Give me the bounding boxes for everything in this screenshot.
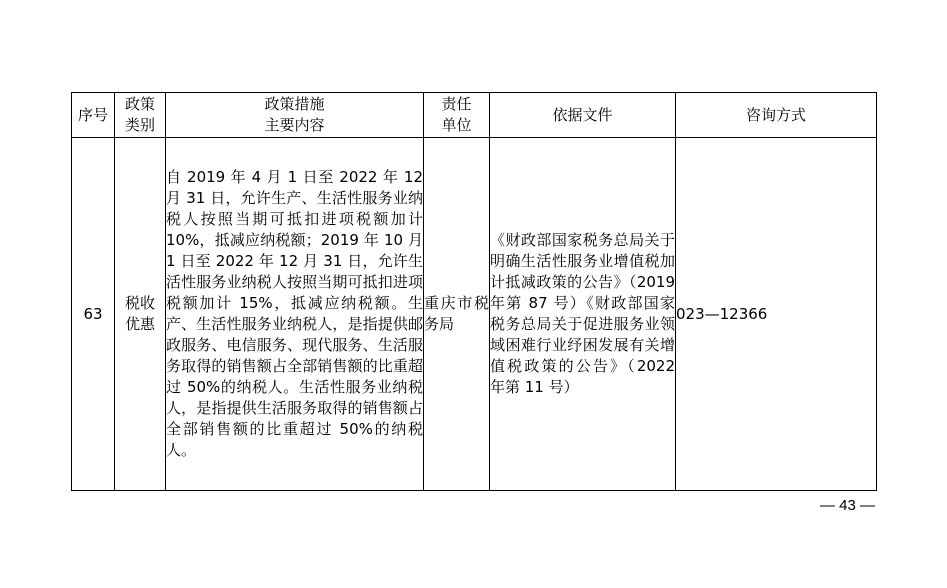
table-header-row [72,93,877,138]
cell-seq: 63 [72,138,115,491]
header-unit: 责任单位 [424,93,490,138]
header-content: 政策措施主要内容 [166,93,424,138]
header-category: 政策类别 [115,93,166,138]
table-row [72,138,877,491]
page-number: — 43 — [819,497,875,514]
cell-policy-content: 自 2019 年 4 月 1 日至 2022 年 12 月 31 日，允许生产、生活性服务业纳税人按照当期可抵扣进项税额加计 10%，抵减应纳税额；2019 年 10 月 1 日至 2022 年 12 月 31 日，允许生活性服务业纳税人按照当期可抵扣进项税额加计 15%，抵减应纳税额。生产、生活性服务业纳税人，是指提供邮政服务、电信服务、现代服务、生活服务取得的销售额占全部销售额的比重超过 50%的纳税人。生活性服务业纳税人，是指提供生活服务取得的销售额占全部销售额的比重超过 50%的纳税人。 [166,138,424,491]
cell-contact: 023—12366 [676,138,877,491]
cell-basis-documents: 《财政部国家税务总局关于明确生活性服务业增值税加计抵减政策的公告》（2019 年第 87 号）《财政部国家税务总局关于促进服务业领域困难行业纾困发展有关增值税政策的公告》（2022 年第 11 号） [490,138,676,491]
header-seq: 序号 [72,93,115,138]
cell-responsible-unit: 重庆市税务局 [424,138,490,491]
header-basis: 依据文件 [490,93,676,138]
cell-category: 税收优惠 [115,138,166,491]
policy-table [71,92,877,491]
header-contact: 咨询方式 [676,93,877,138]
